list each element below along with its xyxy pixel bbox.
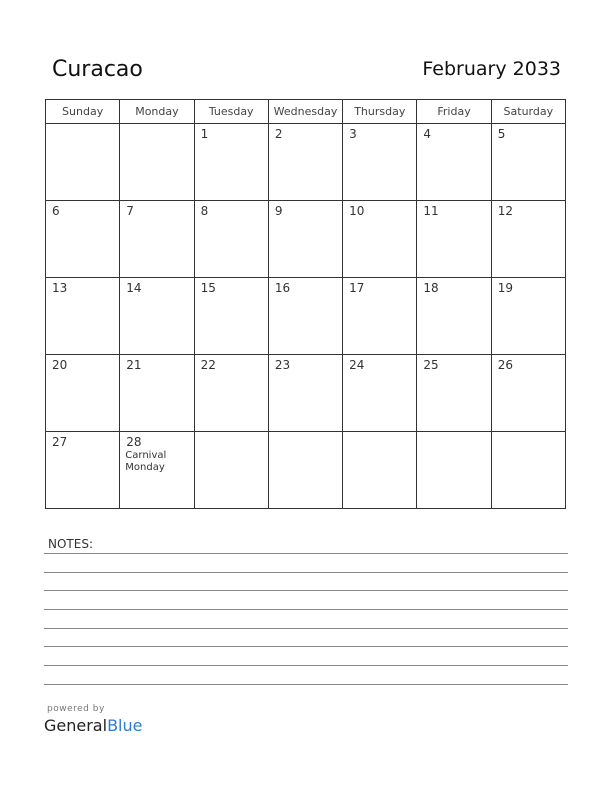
- day-cell: [343, 124, 417, 201]
- notes-line: [44, 628, 568, 629]
- day-cell: [417, 432, 491, 509]
- day-cell: [491, 278, 565, 355]
- day-cell: [194, 432, 268, 509]
- week-row: [46, 201, 566, 278]
- day-number: 12: [497, 204, 513, 218]
- day-number: 20: [52, 358, 68, 372]
- day-cell: [120, 201, 194, 278]
- day-cell: [46, 355, 120, 432]
- day-number: 25: [423, 358, 439, 372]
- day-cell: [268, 432, 342, 509]
- day-cell: [46, 278, 120, 355]
- day-number: 2: [274, 127, 283, 141]
- logo-text-general: General: [44, 716, 108, 735]
- day-cell: [268, 201, 342, 278]
- day-cell: [491, 124, 565, 201]
- day-cell: [417, 124, 491, 201]
- day-cell: [120, 355, 194, 432]
- notes-line: [44, 646, 568, 647]
- day-number: 17: [349, 281, 365, 295]
- day-cell: [268, 355, 342, 432]
- day-number: 6: [52, 204, 60, 218]
- day-cell: [491, 432, 565, 509]
- day-number: [417, 432, 490, 435]
- day-number: [195, 432, 268, 435]
- powered-by-text: powered by: [47, 704, 105, 714]
- day-number: 23: [274, 358, 291, 372]
- notes-line: [44, 609, 568, 610]
- day-number: 16: [274, 281, 291, 295]
- day-number: 26: [497, 358, 513, 372]
- day-number: 28: [126, 435, 142, 449]
- day-cell: [417, 201, 491, 278]
- day-cell: [268, 278, 342, 355]
- weekday-header: Sunday: [46, 100, 120, 124]
- day-number: 11: [423, 204, 439, 218]
- week-row: [46, 355, 566, 432]
- day-cell: [343, 432, 417, 509]
- day-cell: [194, 201, 268, 278]
- day-number: 19: [497, 281, 513, 295]
- day-number: 1: [200, 127, 209, 141]
- notes-label: NOTES:: [48, 537, 93, 551]
- weekday-header: Saturday: [491, 100, 565, 124]
- day-cell: [120, 278, 194, 355]
- weekday-header: Thursday: [343, 100, 417, 124]
- day-cell: [491, 201, 565, 278]
- weekday-header: Monday: [120, 100, 194, 124]
- notes-line: [44, 590, 568, 591]
- logo-text-blue: Blue: [107, 716, 143, 735]
- day-number: 4: [423, 127, 432, 141]
- day-number: 10: [349, 204, 365, 218]
- day-number: 13: [52, 281, 68, 295]
- weekday-header: Wednesday: [268, 100, 342, 124]
- day-cell: [491, 355, 565, 432]
- day-cell: [46, 201, 120, 278]
- day-number: 8: [200, 204, 209, 218]
- day-cell: [194, 278, 268, 355]
- day-cell: [343, 201, 417, 278]
- generalblue-logo[interactable]: [44, 716, 142, 735]
- weekday-header: Tuesday: [194, 100, 268, 124]
- day-number: [269, 432, 342, 435]
- day-number: 15: [200, 281, 216, 295]
- day-number: [120, 124, 193, 127]
- day-cell: [194, 355, 268, 432]
- day-cell: [417, 355, 491, 432]
- week-row: [46, 432, 566, 509]
- day-cell: [343, 355, 417, 432]
- day-number: 9: [274, 204, 283, 218]
- holiday-label: Carnival Monday: [125, 450, 167, 473]
- calendar-month-year: February 2033: [422, 58, 561, 80]
- day-cell: [194, 124, 268, 201]
- day-number: [492, 432, 565, 435]
- notes-line: [44, 572, 568, 573]
- day-number: 27: [52, 435, 68, 449]
- day-number: 21: [126, 358, 142, 372]
- day-cell: [120, 124, 194, 201]
- day-number: 18: [423, 281, 439, 295]
- day-number: 24: [349, 358, 365, 372]
- calendar-country-title: Curacao: [52, 57, 143, 82]
- day-number: [46, 124, 119, 127]
- day-number: 7: [126, 204, 134, 218]
- day-number: 14: [126, 281, 142, 295]
- weekday-header: Friday: [417, 100, 491, 124]
- day-cell: [417, 278, 491, 355]
- day-number: [343, 432, 416, 435]
- day-cell: [46, 432, 120, 509]
- day-cell: [343, 278, 417, 355]
- day-number: 5: [497, 127, 506, 141]
- notes-line: [44, 665, 568, 666]
- calendar-grid: [45, 99, 566, 509]
- day-number: 3: [349, 127, 357, 141]
- day-cell: [120, 432, 194, 509]
- day-number: 22: [200, 358, 216, 372]
- notes-line: [44, 684, 568, 685]
- week-row: [46, 278, 566, 355]
- day-cell: [268, 124, 342, 201]
- day-cell: [46, 124, 120, 201]
- notes-line: [44, 553, 568, 554]
- weekday-header-row: [46, 100, 566, 124]
- week-row: [46, 124, 566, 201]
